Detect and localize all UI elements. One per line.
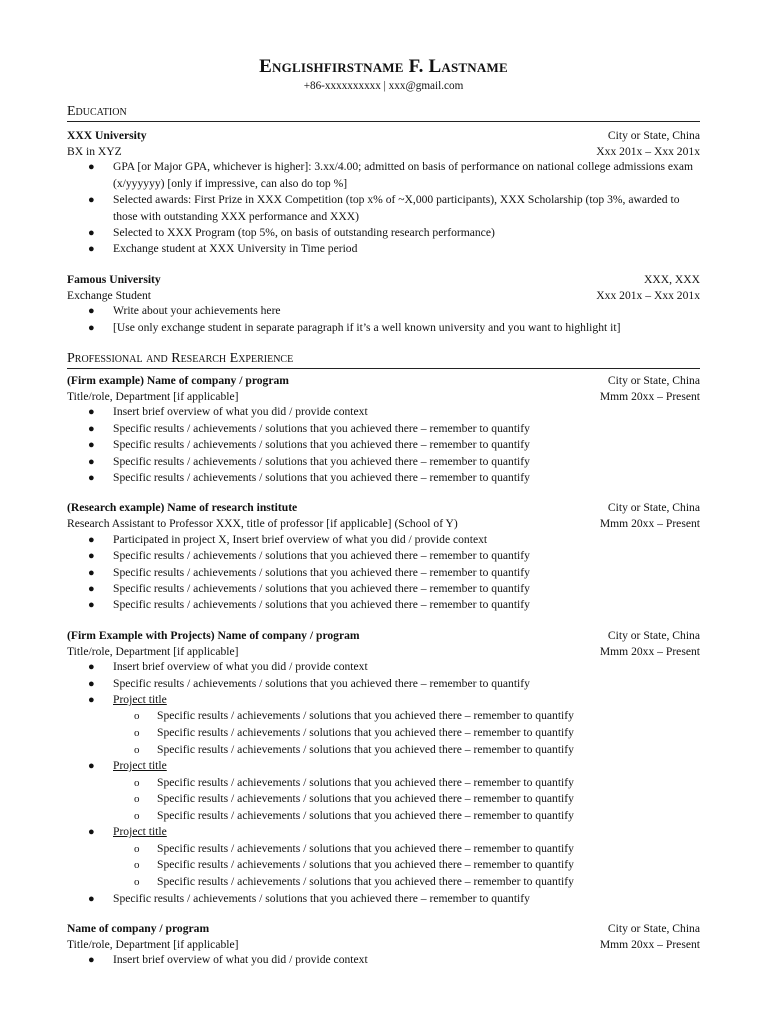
list-item: ● Specific results / achievements / solutions that you achieved there – remember to quantify <box>67 597 700 613</box>
sub-list-item: o Specific results / achievements / solutions that you achieved there – remember to quantify <box>113 841 700 858</box>
sub-bullet-icon: o <box>134 842 140 855</box>
project-item <box>67 692 700 758</box>
education-section <box>67 103 700 336</box>
list-item: ● Specific results / achievements / solutions that you achieved there – remember to quantify <box>67 676 700 692</box>
bullet-icon: ● <box>88 954 95 967</box>
date-range: Mmm 20xx – Present <box>599 517 700 531</box>
sub-list-item: o Specific results / achievements / solutions that you achieved there – remember to quantify <box>113 874 700 891</box>
project-title: Project title <box>113 693 167 706</box>
experience-section <box>67 350 700 969</box>
experience-entry <box>67 921 700 969</box>
bullet-icon: ● <box>88 583 95 595</box>
organization-location: City or State, China <box>607 501 700 515</box>
bullet-icon: ● <box>88 661 95 674</box>
sub-bullet-icon: o <box>134 776 140 789</box>
sub-bullet-icon: o <box>134 875 140 888</box>
bullet-icon: ● <box>88 422 95 435</box>
list-item: ● Specific results / achievements / solutions that you achieved there – remember to quantify <box>67 891 700 907</box>
bullet-list <box>67 952 700 968</box>
bullet-icon: ● <box>88 694 95 706</box>
organization-name: Name of company / program <box>67 921 210 935</box>
list-item: ● Selected to XXX Program (top 5%, on basis of outstanding research performance) <box>67 225 700 241</box>
sub-bullet-list <box>113 775 700 825</box>
organization-location: City or State, China <box>607 921 700 935</box>
degree: Exchange Student <box>67 288 152 302</box>
section-title-education: Education <box>67 103 700 122</box>
project-item <box>67 824 700 890</box>
bullet-icon: ● <box>88 455 95 468</box>
bullet-icon: ● <box>88 826 95 839</box>
bullet-icon: ● <box>88 439 95 452</box>
entry-header-row <box>67 921 700 937</box>
entry-subheader-row <box>67 644 700 660</box>
list-item: ● Specific results / achievements / solutions that you achieved there – remember to quantify <box>67 470 700 486</box>
bullet-icon: ● <box>88 599 95 612</box>
bullet-icon: ● <box>88 406 95 419</box>
sub-bullet-list <box>113 708 700 758</box>
bullet-icon: ● <box>88 533 95 546</box>
project-item <box>67 758 700 824</box>
school-location: XXX, XXX <box>643 272 700 286</box>
job-title: Title/role, Department [if applicable] <box>67 644 239 658</box>
bullet-icon: ● <box>88 321 95 334</box>
entry-subheader-row <box>67 144 700 160</box>
bullet-icon: ● <box>88 472 95 484</box>
sub-list-item: o Specific results / achievements / solutions that you achieved there – remember to quantify <box>113 857 700 874</box>
school-name: Famous University <box>67 272 161 286</box>
sub-bullet-list <box>113 841 700 891</box>
job-title: Title/role, Department [if applicable] <box>67 937 239 951</box>
sub-bullet-icon: o <box>134 710 140 723</box>
list-item: ● Specific results / achievements / solutions that you achieved there – remember to quantify <box>67 565 700 581</box>
sub-bullet-icon: o <box>134 793 140 806</box>
list-item: ● Specific results / achievements / solutions that you achieved there – remember to quantify <box>67 421 700 437</box>
contact-line: +86-xxxxxxxxxx | xxx@gmail.com <box>303 80 464 92</box>
bullet-icon: ● <box>88 760 95 773</box>
sub-list-item: o Specific results / achievements / solutions that you achieved there – remember to quantify <box>113 708 700 725</box>
list-item: ● Insert brief overview of what you did / provide context <box>67 659 700 675</box>
list-item: ● Participated in project X, Insert brief overview of what you did / provide context <box>67 532 700 548</box>
entry-header-row <box>67 628 700 644</box>
list-item: ● Specific results / achievements / solutions that you achieved there – remember to quantify <box>67 437 700 453</box>
entry-subheader-row <box>67 389 700 405</box>
bullet-list <box>67 159 700 257</box>
sub-bullet-icon: o <box>134 727 140 739</box>
sub-bullet-icon: o <box>134 809 140 822</box>
bullet-list <box>67 659 700 907</box>
list-item: ● GPA [or Major GPA, whichever is higher]: 3.xx/4.00; admitted on basis of performance on national college admissions exam (x/yyyyyy) [only if impressive, can also do top %] <box>88 160 694 190</box>
entry-subheader-row <box>67 516 700 532</box>
bullet-list <box>67 404 700 486</box>
sub-list-item: o Specific results / achievements / solutions that you achieved there – remember to quantify <box>113 808 700 825</box>
bullet-icon: ● <box>88 566 95 579</box>
degree: BX in XYZ <box>67 144 122 158</box>
organization-name: (Research example) Name of research institute <box>67 501 298 515</box>
bullet-icon: ● <box>88 550 95 563</box>
job-title: Title/role, Department [if applicable] <box>67 389 239 403</box>
entry-header-row <box>67 373 700 389</box>
organization-location: City or State, China <box>607 374 700 387</box>
date-range: Mmm 20xx – Present <box>599 937 700 951</box>
sub-list-item: o Specific results / achievements / solutions that you achieved there – remember to quantify <box>113 791 700 808</box>
entry-header-row <box>67 272 700 288</box>
sub-bullet-icon: o <box>134 859 140 872</box>
sub-list-item: o Specific results / achievements / solutions that you achieved there – remember to quantify <box>113 725 700 742</box>
sub-list-item: o Specific results / achievements / solutions that you achieved there – remember to quantify <box>113 742 700 759</box>
entry-subheader-row <box>67 288 700 304</box>
entry-subheader-row <box>67 937 700 953</box>
list-item: ● Write about your achievements here <box>67 303 700 319</box>
list-item: ● [Use only exchange student in separate paragraph if it’s a well known university and you want to highlight it] <box>67 320 700 336</box>
experience-entry <box>67 373 700 486</box>
organization-name: (Firm example) Name of company / program <box>67 374 289 387</box>
candidate-name: Englishfirstname F. Lastname <box>259 56 508 77</box>
list-item: ● Insert brief overview of what you did / provide context <box>67 404 700 420</box>
resume-page <box>67 56 700 969</box>
list-item: ● Exchange student at XXX University in Time period <box>67 241 700 257</box>
list-item: ● Selected awards: First Prize in XXX Competition (top x% of ~X,000 participants), XXX Scholarship (top 3%, awarded to those with outstanding XXX performance and XXX) <box>88 193 680 223</box>
list-item: ● Specific results / achievements / solutions that you achieved there – remember to quantify <box>67 581 700 597</box>
project-title: Project title <box>113 825 167 839</box>
date-range: Xxx 201x – Xxx 201x <box>596 288 700 302</box>
date-range: Mmm 20xx – Present <box>599 389 700 403</box>
experience-entry <box>67 628 700 907</box>
education-entry <box>67 128 700 258</box>
list-item: ● Specific results / achievements / solutions that you achieved there – remember to quantify <box>67 454 700 470</box>
date-range: Xxx 201x – Xxx 201x <box>596 144 700 158</box>
organization-name: (Firm Example with Projects) Name of company / program <box>67 628 360 642</box>
job-title: Research Assistant to Professor XXX, title of professor [if applicable] (School of Y) <box>67 517 458 531</box>
entry-header-row <box>67 500 700 516</box>
list-item: ● Insert brief overview of what you did / provide context <box>67 952 700 968</box>
bullet-icon: ● <box>88 892 95 905</box>
bullet-icon: ● <box>88 227 95 239</box>
sub-list-item: o Specific results / achievements / solutions that you achieved there – remember to quantify <box>113 775 700 792</box>
bullet-icon: ● <box>88 243 95 256</box>
school-name: XXX University <box>67 129 147 142</box>
school-location: City or State, China <box>607 129 700 142</box>
education-entry <box>67 272 700 336</box>
entry-header-row <box>67 128 700 144</box>
bullet-icon: ● <box>88 305 95 318</box>
section-title-experience: Professional and Research Experience <box>67 350 700 369</box>
date-range: Mmm 20xx – Present <box>599 644 700 658</box>
bullet-icon: ● <box>88 677 95 690</box>
bullet-list <box>67 532 700 614</box>
list-item: ● Specific results / achievements / solutions that you achieved there – remember to quantify <box>67 548 700 564</box>
organization-location: City or State, China <box>607 628 700 642</box>
project-title: Project title <box>113 759 167 773</box>
bullet-icon: ● <box>88 194 95 207</box>
experience-entry <box>67 500 700 613</box>
sub-bullet-icon: o <box>134 743 140 756</box>
bullet-list <box>67 303 700 336</box>
bullet-icon: ● <box>88 161 95 174</box>
